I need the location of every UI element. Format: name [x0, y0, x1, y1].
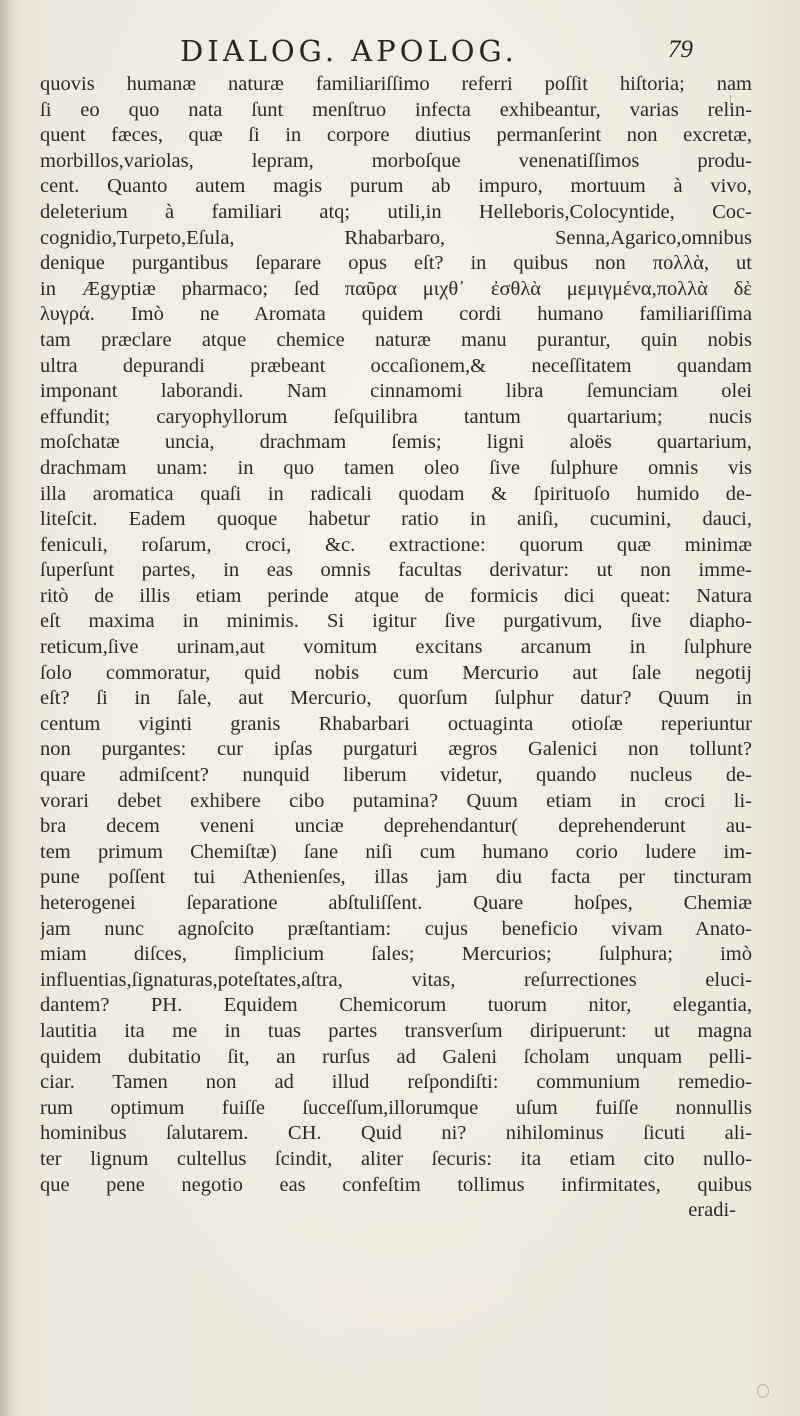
text-line: cent. Quanto autem magis purum ab impuro, mortuum à vivo, — [40, 175, 752, 198]
text-line: ſolo commoratur, quid nobis cum Mercurio aut ſale negotij — [40, 661, 752, 684]
text-line: influentias,ſignaturas,poteſtates,aſtra, vitas, reſurrectiones eluci- — [40, 968, 752, 991]
paper-speck — [757, 1384, 769, 1398]
text-line: ritò de illis etiam perinde atque de formicis dici queat: Natura — [40, 584, 752, 607]
text-line: quent fæces, quæ ſi in corpore diutius permanſerint non excretæ, — [40, 124, 752, 147]
text-line: bra decem veneni unciæ deprehendantur( deprehenderunt au- — [40, 815, 752, 838]
text-line: eſt maxima in minimis. Si igitur ſive purgativum, ſive diapho- — [40, 610, 752, 633]
body-text — [40, 72, 752, 1224]
text-line: morbillos,variolas, lepram, morboſque venenatiſſimos produ- — [40, 149, 752, 172]
text-line: ultra depurandi præbeant occaſionem,& neceſſitatem quandam — [40, 354, 752, 377]
text-line: miam diſces, ſimplicium ſales; Mercurios; ſulphura; imò — [40, 943, 752, 966]
text-line: effundit; caryophyllorum ſeſquilibra tantum quartarium; nucis — [40, 405, 752, 428]
page-header-title: DIALOG. APOLOG. — [180, 34, 518, 68]
text-line: quare admiſcent? nunquid liberum videtur, quando nucleus de- — [40, 764, 752, 787]
text-line: cognidio,Turpeto,Eſula, Rhabarbaro, Senna,Agarico,omnibus — [40, 226, 752, 249]
text-line: illa aromatica quaſi in radicali quodam & ſpirituoſo humido de- — [40, 482, 752, 505]
page-number: 79 — [668, 36, 693, 63]
running-head — [0, 30, 800, 70]
text-line: reticum,ſive urinam,aut vomitum excitans arcanum in ſulphure — [40, 636, 752, 659]
text-line: drachmam unam: in quo tamen oleo ſive ſulphure omnis vis — [40, 456, 752, 479]
text-line: non purgantes: cur ipſas purgaturi ægros Galenici non tollunt? — [40, 738, 752, 761]
text-line: quidem dubitatio ſit, an rurſus ad Galeni ſcholam unquam pelli- — [40, 1045, 752, 1068]
text-line: vorari debet exhibere cibo putamina? Quum etiam in croci li- — [40, 789, 752, 812]
text-line: liteſcit. Eadem quoque habetur ratio in aniſi, cucumini, dauci, — [40, 508, 752, 531]
text-line: ter lignum cultellus ſcindit, aliter ſecuris: ita etiam cito nullo- — [40, 1147, 752, 1170]
text-line: centum viginti granis Rhabarbari octuaginta otioſæ reperiuntur — [40, 712, 752, 735]
text-line: dantem? PH. Equidem Chemicorum tuorum nitor, elegantia, — [40, 994, 752, 1017]
text-line: λυγρά. Imò ne Aromata quidem cordi humano familiariſſima — [40, 303, 752, 326]
text-line: moſchatæ uncia, drachmam ſemis; ligni aloës quartarium, — [40, 431, 752, 454]
catchword: eradi- — [688, 1199, 736, 1222]
text-line: feniculi, roſarum, croci, &c. extractione: quorum quæ minimæ — [40, 533, 752, 556]
text-line: heterogenei ſeparatione abſtuliſſent. Quare hoſpes, Chemiæ — [40, 892, 752, 914]
text-line: que pene negotio eas confeſtim tollimus infirmitates, quibus — [40, 1173, 752, 1196]
text-line: in Ægyptiæ pharmaco; ſed παῦρα μιχθ᾽ ἐσθλὰ μεμιγμένα,πολλὰ δὲ — [40, 277, 752, 300]
text-line: tam præclare atque chemice naturæ manu purantur, quin nobis — [40, 328, 752, 351]
text-line: tem primum Chemiſtæ) ſane niſi cum humano corio ludere im- — [40, 840, 752, 863]
text-line: eſt? ſi in ſale, aut Mercurio, quorſum ſulphur datur? Quum in — [40, 687, 752, 710]
text-line: rum optimum fuiſſe ſucceſſum,illorumque uſum fuiſſe nonnullis — [40, 1096, 752, 1119]
gutter-shadow — [0, 0, 14, 1416]
text-line: quovis humanæ naturæ familiariſſimo referri poſſit hiſtoria; nam — [40, 73, 752, 95]
text-line: ciar. Tamen non ad illud reſpondiſti: communium remedio- — [40, 1071, 752, 1094]
text-line: jam nunc agnoſcito præſtantiam: cujus beneficio vivam Anato- — [40, 917, 752, 940]
text-line: ſuperſunt partes, in eas omnis facultas derivatur: ut non imme- — [40, 559, 752, 582]
text-line: ſi eo quo nata ſunt menſtruo infecta exhibeantur, varias relin- — [40, 98, 752, 121]
text-line: imponant laborandi. Nam cinnamomi libra ſemunciam olei — [40, 380, 752, 403]
text-line: pune poſſent tui Athenienſes, illas jam diu facta per tincturam — [40, 866, 752, 889]
text-line: denique purgantibus ſeparare opus eſt? in quibus non πολλὰ, ut — [40, 252, 752, 275]
text-line: lautitia ita me in tuas partes transverſum diripuerunt: ut magna — [40, 1019, 752, 1042]
text-line: hominibus ſalutarem. CH. Quid ni? nihilominus ſicuti ali- — [40, 1122, 752, 1145]
text-line: deleterium à familiari atq; utili,in Helleboris,Colocyntide, Coc- — [40, 200, 752, 223]
